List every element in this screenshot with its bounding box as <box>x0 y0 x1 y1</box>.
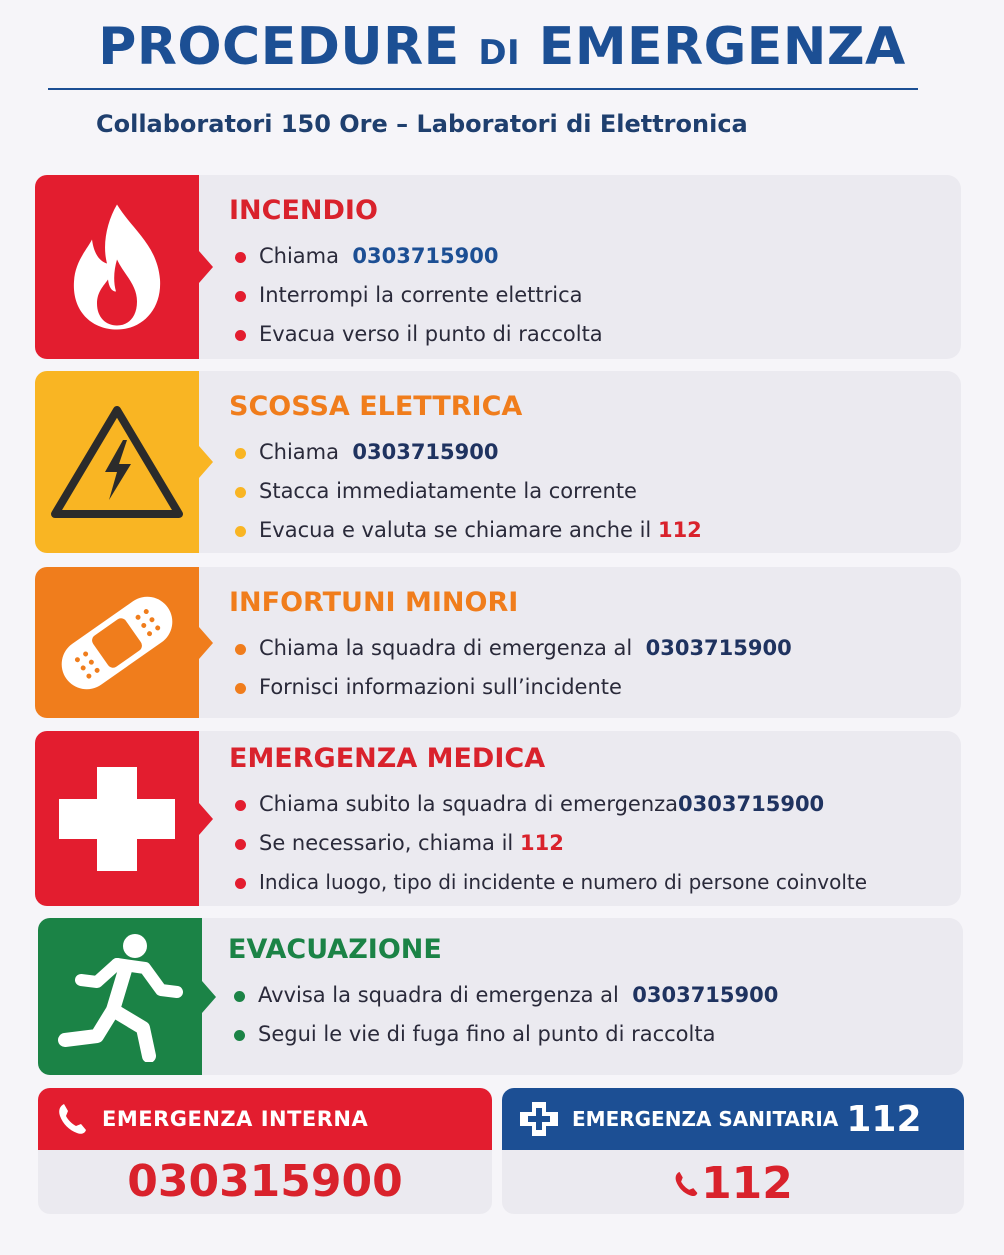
list-item <box>229 511 951 550</box>
list-item-number: 0303715900 <box>678 792 825 816</box>
list-item-text: Se necessario, chiama il <box>259 831 514 855</box>
list-item-text: Segui le vie di fuga fino al punto di raccolta <box>258 1022 716 1046</box>
running-man-icon <box>57 932 183 1062</box>
list-item <box>229 237 951 276</box>
page-title <box>0 14 1004 86</box>
list-item-text: Indica luogo, tipo di incidente e numero di persone coinvolte <box>259 870 868 894</box>
bullet-dot <box>234 1030 245 1041</box>
list-item-text: Avvisa la squadra di emergenza al <box>258 983 619 1007</box>
card-incendio <box>35 175 961 359</box>
list-item-number: 112 <box>519 831 564 855</box>
list-item <box>229 863 951 902</box>
list-item-text: Chiama subito la squadra di emergenza <box>259 792 679 816</box>
bullet-dot <box>235 800 246 811</box>
sanitary-emergency-number: 112 <box>701 1158 793 1209</box>
bullet-dot <box>235 526 246 537</box>
bullet-dot <box>235 839 246 850</box>
card-evacuazione-title: EVACUAZIONE <box>228 934 442 965</box>
medical-cross-icon <box>59 767 175 871</box>
list-item <box>229 315 951 354</box>
bullet-dot <box>235 448 246 459</box>
card-emergenza-medica <box>35 731 961 906</box>
bullet-dot <box>235 878 246 889</box>
card-infortuni-list <box>229 629 951 707</box>
sanitary-emergency-header <box>502 1088 964 1150</box>
fire-icon <box>62 200 172 335</box>
list-item-number: 0303715900 <box>352 440 499 464</box>
bullet-dot <box>235 683 246 694</box>
card-medica-icon-box <box>35 731 199 906</box>
card-incendio-list <box>229 237 951 354</box>
bullet-dot <box>235 644 246 655</box>
list-item <box>229 433 951 472</box>
list-item <box>229 824 951 863</box>
sanitary-emergency-box <box>502 1088 964 1214</box>
list-item <box>229 472 951 511</box>
title-divider <box>48 88 918 90</box>
bullet-dot <box>235 291 246 302</box>
list-item-number: 0303715900 <box>645 636 792 660</box>
internal-emergency-box <box>38 1088 492 1214</box>
sanitary-emergency-label-number: 112 <box>846 1098 922 1140</box>
phone-icon <box>56 1102 88 1136</box>
card-incendio-body <box>229 191 951 354</box>
title-part-3: EMERGENZA <box>520 17 906 77</box>
card-infortuni-title: INFORTUNI MINORI <box>229 587 519 618</box>
card-medica-body <box>229 739 951 902</box>
phone-icon <box>673 1169 699 1199</box>
page-subtitle: Collaboratori 150 Ore – Laboratori di Elettronica <box>96 110 748 138</box>
card-evacuazione <box>38 918 963 1075</box>
internal-emergency-header <box>38 1088 492 1150</box>
sanitary-emergency-label: EMERGENZA SANITARIA <box>572 1107 839 1131</box>
card-infortuni-minori <box>35 567 961 718</box>
card-incendio-icon-box <box>35 175 199 359</box>
card-infortuni-icon-box <box>35 567 199 718</box>
list-item <box>229 276 951 315</box>
plus-badge-icon <box>518 1100 560 1138</box>
internal-emergency-label: EMERGENZA INTERNA <box>102 1107 369 1131</box>
card-medica-title: EMERGENZA MEDICA <box>229 743 546 774</box>
sanitary-emergency-number-row <box>502 1150 964 1214</box>
card-evacuazione-list <box>228 976 953 1054</box>
list-item-text: Chiama la squadra di emergenza al <box>259 636 633 660</box>
card-evacuazione-icon-box <box>38 918 202 1075</box>
title-part-1: PROCEDURE <box>98 17 479 77</box>
bandage-icon <box>47 588 187 698</box>
card-scossa-icon-box <box>35 371 199 553</box>
list-item <box>228 1015 953 1054</box>
card-infortuni-body <box>229 583 951 707</box>
card-evacuazione-body <box>228 930 953 1054</box>
card-scossa-list <box>229 433 951 550</box>
bullet-dot <box>235 487 246 498</box>
list-item <box>229 629 951 668</box>
list-item-number: 0303715900 <box>352 244 499 268</box>
list-item-text: Evacua verso il punto di raccolta <box>259 322 603 346</box>
bullet-dot <box>234 991 245 1002</box>
card-incendio-title: INCENDIO <box>229 195 378 226</box>
internal-emergency-number: 030315900 <box>127 1156 403 1207</box>
list-item-text: Interrompi la corrente elettrica <box>259 283 583 307</box>
list-item-number: 0303715900 <box>632 983 779 1007</box>
list-item <box>229 668 951 707</box>
list-item-number: 112 <box>657 518 702 542</box>
list-item-text: Chiama <box>259 244 340 268</box>
list-item-text: Evacua e valuta se chiamare anche il <box>259 518 652 542</box>
electric-hazard-icon <box>49 402 185 522</box>
bullet-dot <box>235 252 246 263</box>
list-item <box>229 785 951 824</box>
title-part-2: DI <box>478 33 521 73</box>
list-item-text: Chiama <box>259 440 340 464</box>
list-item-text: Fornisci informazioni sull’incidente <box>259 675 622 699</box>
card-scossa-body <box>229 387 951 550</box>
card-scossa-title: SCOSSA ELETTRICA <box>229 391 523 422</box>
bullet-dot <box>235 330 246 341</box>
list-item <box>228 976 953 1015</box>
card-medica-list <box>229 785 951 902</box>
list-item-text: Stacca immediatamente la corrente <box>259 479 637 503</box>
card-scossa-elettrica <box>35 371 961 553</box>
